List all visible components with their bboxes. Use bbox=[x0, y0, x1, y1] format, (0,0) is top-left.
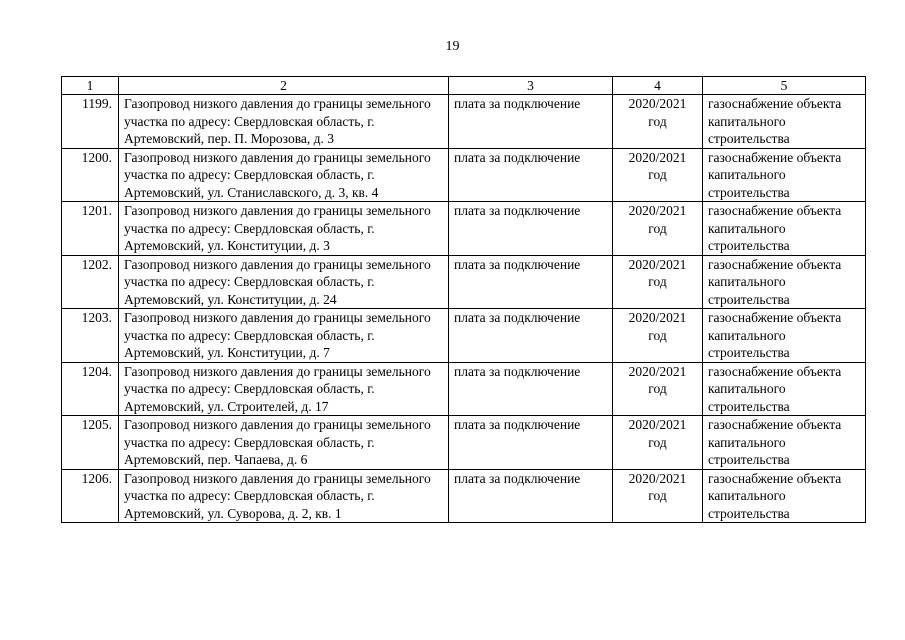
table-row bbox=[62, 255, 866, 309]
column-header: 2 bbox=[119, 77, 449, 95]
row-number: 1206. bbox=[62, 469, 119, 523]
table-row bbox=[62, 362, 866, 416]
purpose: газоснабжение объекта капитального строительства bbox=[703, 202, 866, 256]
funding-source: плата за подключение bbox=[449, 416, 613, 470]
object-description: Газопровод низкого давления до границы земельного участка по адресу: Свердловская область, г. Артемовский, ул. Конституции, д. 3 bbox=[119, 202, 449, 256]
purpose: газоснабжение объекта капитального строительства bbox=[703, 416, 866, 470]
column-header: 5 bbox=[703, 77, 866, 95]
purpose: газоснабжение объекта капитального строительства bbox=[703, 148, 866, 202]
row-number: 1205. bbox=[62, 416, 119, 470]
column-header: 3 bbox=[449, 77, 613, 95]
row-number: 1202. bbox=[62, 255, 119, 309]
period: 2020/2021 год bbox=[613, 362, 703, 416]
object-description: Газопровод низкого давления до границы земельного участка по адресу: Свердловская область, г. Артемовский, пер. Чапаева, д. 6 bbox=[119, 416, 449, 470]
object-description: Газопровод низкого давления до границы земельного участка по адресу: Свердловская область, г. Артемовский, пер. П. Морозова, д. 3 bbox=[119, 95, 449, 149]
period: 2020/2021 год bbox=[613, 95, 703, 149]
funding-source: плата за подключение bbox=[449, 309, 613, 363]
object-description: Газопровод низкого давления до границы земельного участка по адресу: Свердловская область, г. Артемовский, ул. Строителей, д. 17 bbox=[119, 362, 449, 416]
purpose: газоснабжение объекта капитального строительства bbox=[703, 362, 866, 416]
table-header-row bbox=[62, 77, 866, 95]
funding-source: плата за подключение bbox=[449, 469, 613, 523]
table-row bbox=[62, 95, 866, 149]
object-description: Газопровод низкого давления до границы земельного участка по адресу: Свердловская область, г. Артемовский, ул. Станиславского, д. 3, кв. 4 bbox=[119, 148, 449, 202]
funding-source: плата за подключение bbox=[449, 255, 613, 309]
period: 2020/2021 год bbox=[613, 202, 703, 256]
row-number: 1200. bbox=[62, 148, 119, 202]
table-row bbox=[62, 148, 866, 202]
period: 2020/2021 год bbox=[613, 309, 703, 363]
table-row bbox=[62, 202, 866, 256]
funding-source: плата за подключение bbox=[449, 362, 613, 416]
period: 2020/2021 год bbox=[613, 416, 703, 470]
object-description: Газопровод низкого давления до границы земельного участка по адресу: Свердловская область, г. Артемовский, ул. Конституции, д. 24 bbox=[119, 255, 449, 309]
period: 2020/2021 год bbox=[613, 255, 703, 309]
purpose: газоснабжение объекта капитального строительства bbox=[703, 255, 866, 309]
column-header: 1 bbox=[62, 77, 119, 95]
row-number: 1203. bbox=[62, 309, 119, 363]
page-number: 19 bbox=[445, 39, 460, 54]
column-header: 4 bbox=[613, 77, 703, 95]
period: 2020/2021 год bbox=[613, 148, 703, 202]
table-row bbox=[62, 469, 866, 523]
row-number: 1204. bbox=[62, 362, 119, 416]
data-table bbox=[61, 76, 866, 523]
row-number: 1201. bbox=[62, 202, 119, 256]
table-row bbox=[62, 416, 866, 470]
funding-source: плата за подключение bbox=[449, 148, 613, 202]
table-row bbox=[62, 309, 866, 363]
funding-source: плата за подключение bbox=[449, 95, 613, 149]
purpose: газоснабжение объекта капитального строительства bbox=[703, 95, 866, 149]
purpose: газоснабжение объекта капитального строительства bbox=[703, 309, 866, 363]
funding-source: плата за подключение bbox=[449, 202, 613, 256]
row-number: 1199. bbox=[62, 95, 119, 149]
object-description: Газопровод низкого давления до границы земельного участка по адресу: Свердловская область, г. Артемовский, ул. Конституции, д. 7 bbox=[119, 309, 449, 363]
purpose: газоснабжение объекта капитального строительства bbox=[703, 469, 866, 523]
period: 2020/2021 год bbox=[613, 469, 703, 523]
object-description: Газопровод низкого давления до границы земельного участка по адресу: Свердловская область, г. Артемовский, ул. Суворова, д. 2, кв. 1 bbox=[119, 469, 449, 523]
